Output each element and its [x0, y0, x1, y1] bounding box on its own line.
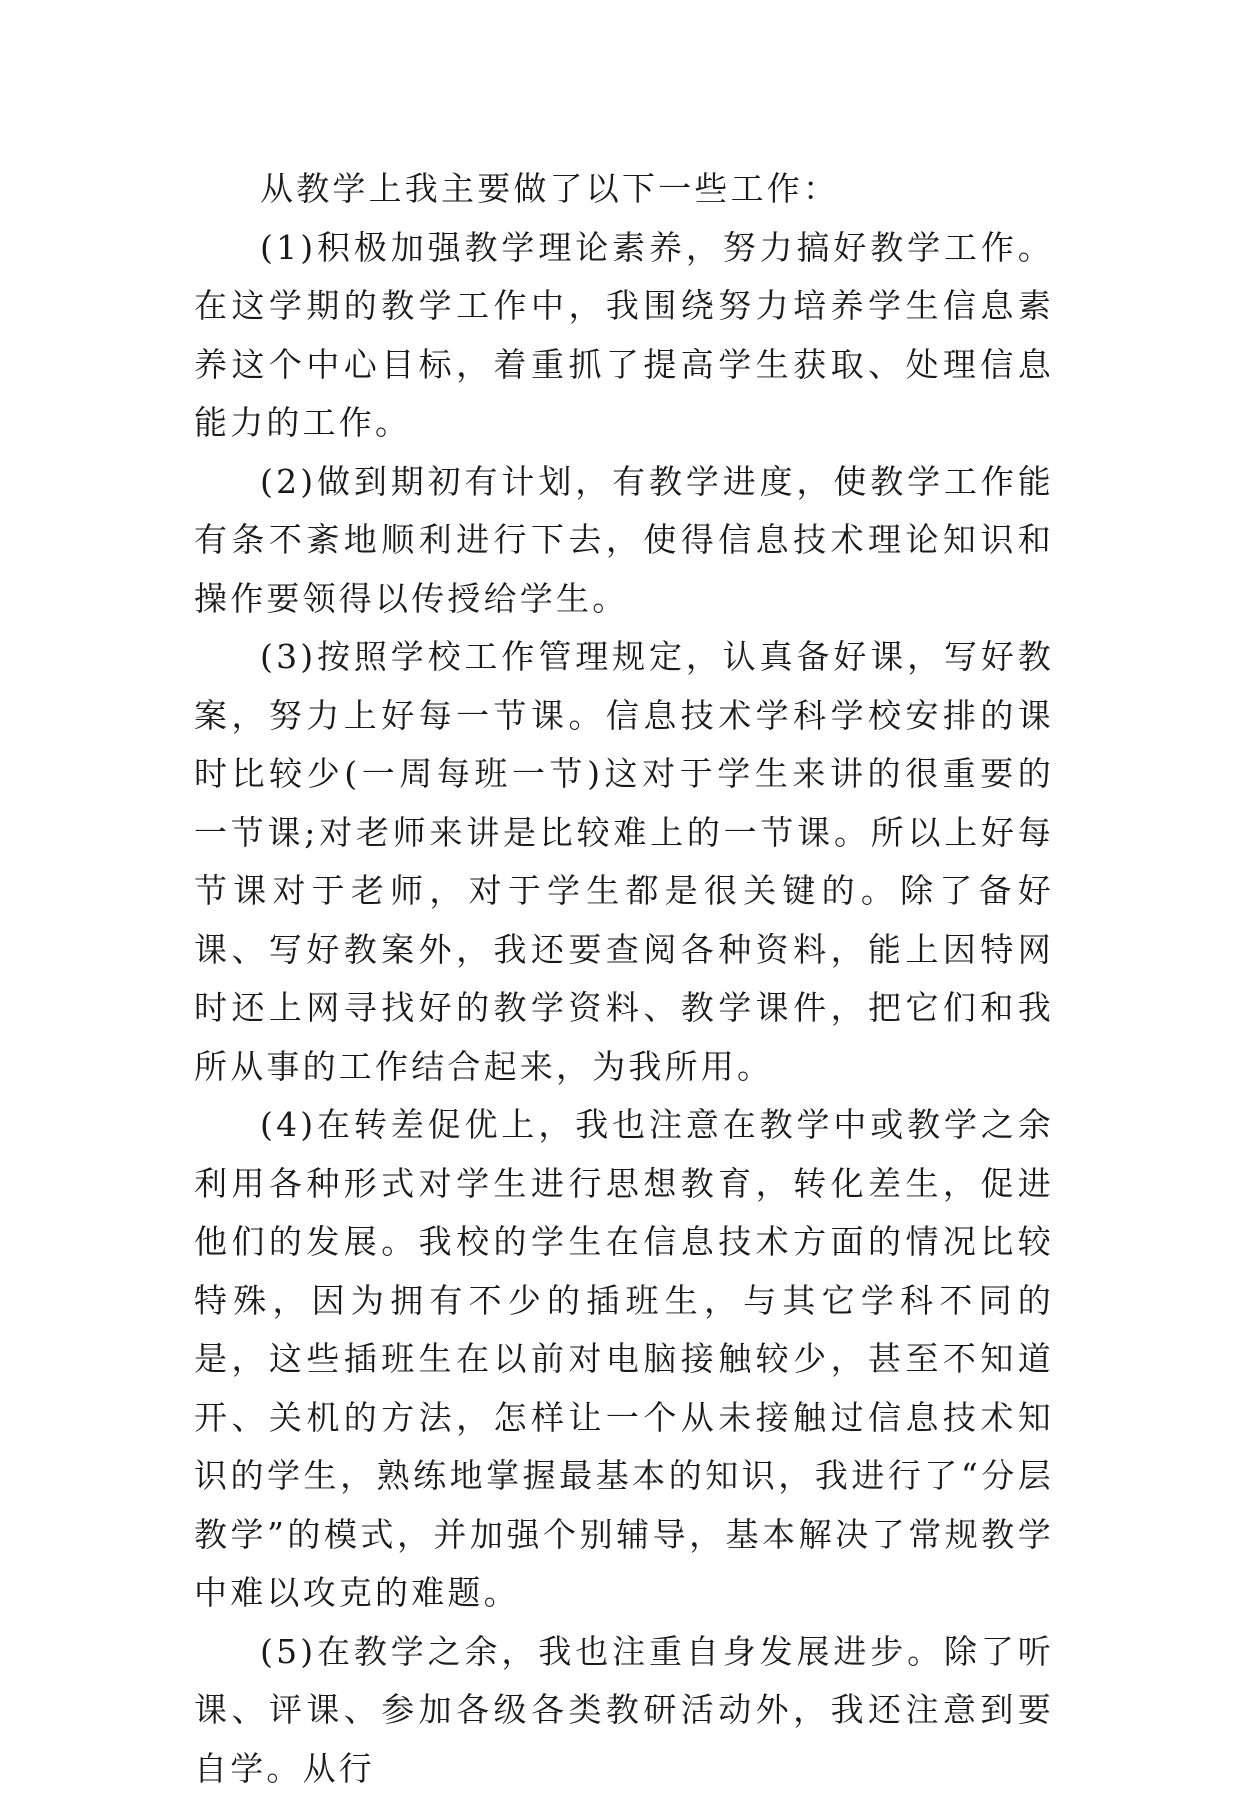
paragraph-item-3: (3)按照学校工作管理规定，认真备好课，写好教案，努力上好每一节课。信息技术学科学校安排的课时比较少(一周每班一节)这对于学生来讲的很重要的一节课;对老师来讲是比较难上的一节课。所以上好每节课对于老师，对于学生都是很关键的。除了备好课、写好教案外，我还要查阅各种资料，能上因特网时还上网寻找好的教学资料、教学课件，把它们和我所从事的工作结合起来，为我所用。	[194, 628, 1054, 1096]
body-text	[194, 160, 1054, 1798]
paragraph-item-5: (5)在教学之余，我也注重自身发展进步。除了听课、评课、参加各级各类教研活动外，我还注意到要自学。从行	[194, 1623, 1054, 1798]
paragraph-item-4: (4)在转差促优上，我也注意在教学中或教学之余利用各种形式对学生进行思想教育，转化差生，促进他们的发展。我校的学生在信息技术方面的情况比较特殊，因为拥有不少的插班生，与其它学科不同的是，这些插班生在以前对电脑接触较少，甚至不知道开、关机的方法，怎样让一个从未接触过信息技术知识的学生，熟练地掌握最基本的知识，我进行了“分层教学”的模式，并加强个别辅导，基本解决了常规教学中难以攻克的难题。	[194, 1096, 1054, 1623]
paragraph-item-2: (2)做到期初有计划，有教学进度，使教学工作能有条不紊地顺利进行下去，使得信息技术理论知识和操作要领得以传授给学生。	[194, 453, 1054, 629]
paragraph-item-1: (1)积极加强教学理论素养，努力搞好教学工作。在这学期的教学工作中，我围绕努力培养学生信息素养这个中心目标，着重抓了提高学生获取、处理信息能力的工作。	[194, 219, 1054, 453]
paragraph-intro: 从教学上我主要做了以下一些工作：	[194, 160, 1054, 219]
